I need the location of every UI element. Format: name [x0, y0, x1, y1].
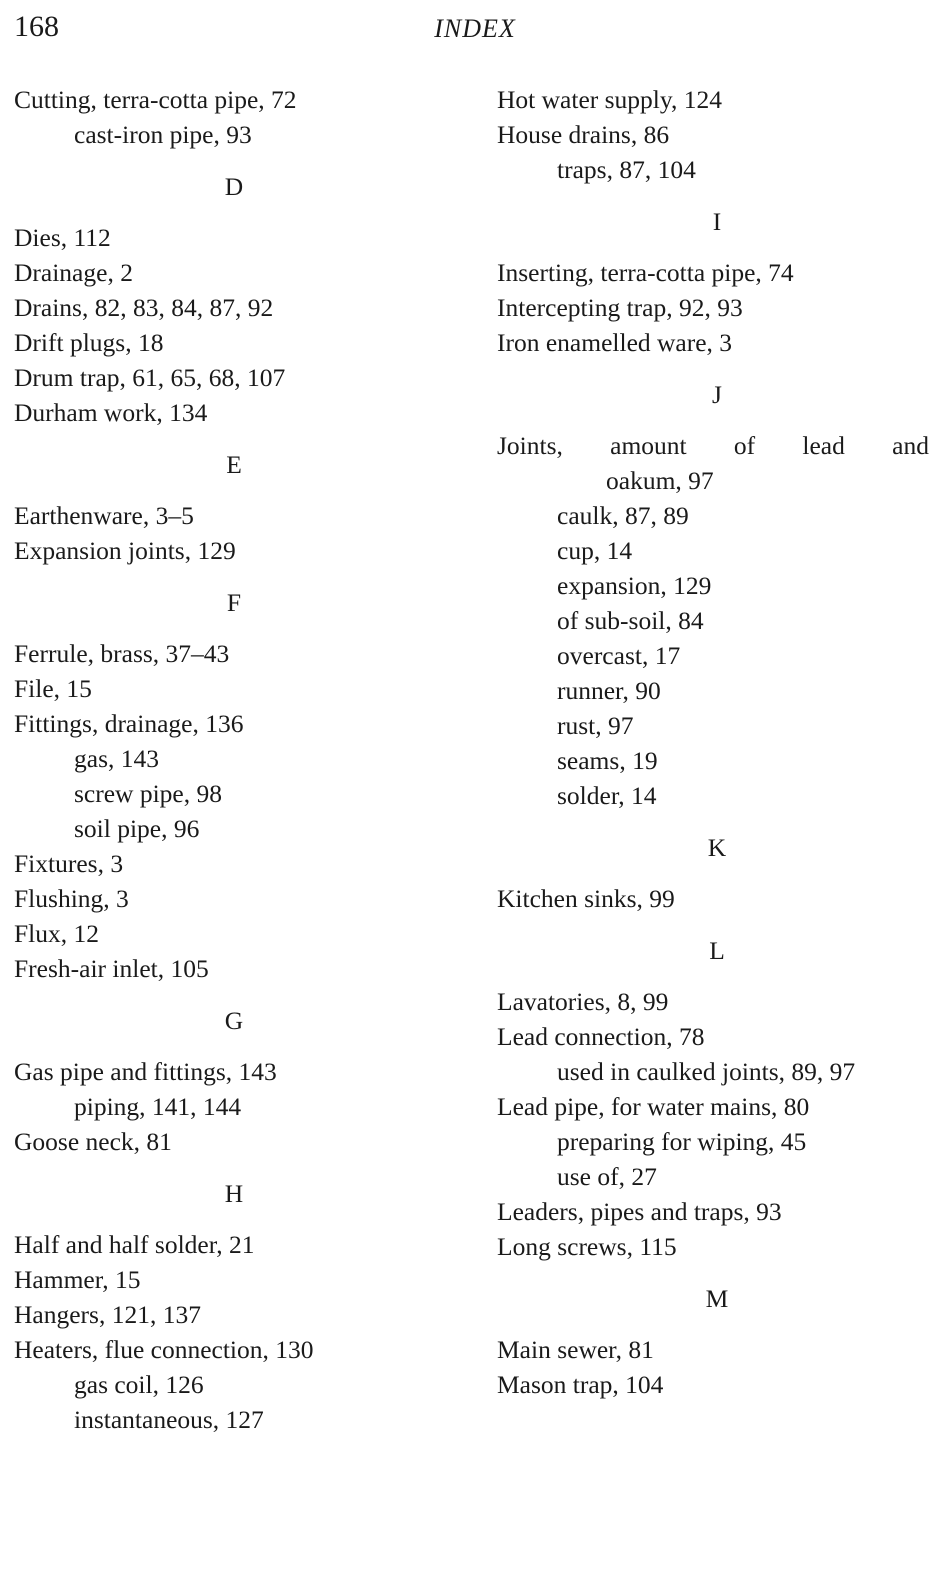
- index-entry: Half and half solder, 21: [14, 1230, 255, 1259]
- index-word: Joints,: [497, 431, 563, 460]
- index-entry: Fixtures, 3: [14, 849, 124, 878]
- index-entry: Fresh-air inlet, 105: [14, 954, 209, 983]
- index-word: amount: [610, 431, 687, 460]
- index-subentry: rust, 97: [557, 711, 634, 740]
- index-subentry: expansion, 129: [557, 571, 712, 600]
- index-entry: Hot water supply, 124: [497, 85, 722, 114]
- index-subentry: seams, 19: [557, 746, 658, 775]
- page-number: 168: [14, 10, 59, 43]
- section-letter-j: J: [712, 380, 722, 409]
- index-entry: Fittings, drainage, 136: [14, 709, 244, 738]
- index-entry: File, 15: [14, 674, 92, 703]
- index-subentry: overcast, 17: [557, 641, 681, 670]
- section-letter-i: I: [712, 207, 722, 236]
- section-letter-g: G: [224, 1006, 244, 1035]
- index-entry: Flushing, 3: [14, 884, 129, 913]
- section-letter-k: K: [707, 833, 727, 862]
- index-entry: Dies, 112: [14, 223, 111, 252]
- index-column-right: [497, 82, 937, 1402]
- index-entry: Expansion joints, 129: [14, 536, 236, 565]
- index-entry: Heaters, flue connection, 130: [14, 1335, 314, 1364]
- index-word: and: [892, 431, 929, 460]
- index-word: of: [733, 431, 756, 460]
- index-entry: Ferrule, brass, 37–43: [14, 639, 230, 668]
- index-entry: Intercepting trap, 92, 93: [497, 293, 743, 322]
- index-entry: Drift plugs, 18: [14, 328, 164, 357]
- index-subentry: piping, 141, 144: [74, 1092, 242, 1121]
- running-title: INDEX: [434, 14, 516, 43]
- index-entry: Gas pipe and fittings, 143: [14, 1057, 277, 1086]
- index-entry: Earthenware, 3–5: [14, 501, 194, 530]
- index-entry: Drains, 82, 83, 84, 87, 92: [14, 293, 274, 322]
- index-subentry: of sub-soil, 84: [557, 606, 704, 635]
- index-subentry: screw pipe, 98: [74, 779, 222, 808]
- index-entry: Lead connection, 78: [497, 1022, 705, 1051]
- section-letter-d: D: [224, 172, 244, 201]
- index-entry: Hammer, 15: [14, 1265, 141, 1294]
- index-subentry: use of, 27: [557, 1162, 657, 1191]
- section-letter-l: L: [709, 936, 725, 965]
- index-subentry: caulk, 87, 89: [557, 501, 689, 530]
- section-letter-h: H: [224, 1179, 244, 1208]
- index-entry: Long screws, 115: [497, 1232, 677, 1261]
- index-entry: Drum trap, 61, 65, 68, 107: [14, 363, 286, 392]
- section-letter-m: M: [705, 1284, 729, 1313]
- index-entry-continuation: oakum, 97: [606, 466, 714, 495]
- index-entry: Flux, 12: [14, 919, 100, 948]
- index-subentry: cast-iron pipe, 93: [74, 120, 252, 149]
- index-entry: House drains, 86: [497, 120, 670, 149]
- index-subentry: soil pipe, 96: [74, 814, 200, 843]
- index-subentry: traps, 87, 104: [557, 155, 696, 184]
- index-entry: Leaders, pipes and traps, 93: [497, 1197, 782, 1226]
- index-entry: Goose neck, 81: [14, 1127, 172, 1156]
- index-subentry: solder, 14: [557, 781, 657, 810]
- index-subentry: preparing for wiping, 45: [557, 1127, 807, 1156]
- index-entry: Durham work, 134: [14, 398, 208, 427]
- index-entry: Lead pipe, for water mains, 80: [497, 1092, 810, 1121]
- index-subentry: gas coil, 126: [74, 1370, 204, 1399]
- index-entry: Lavatories, 8, 99: [497, 987, 669, 1016]
- index-entry: Cutting, terra-cotta pipe, 72: [14, 85, 297, 114]
- index-subentry: instantaneous, 127: [74, 1405, 264, 1434]
- page-header: [0, 0, 950, 60]
- index-subentry: used in caulked joints, 89, 97: [557, 1057, 856, 1086]
- index-entry: Inserting, terra-cotta pipe, 74: [497, 258, 794, 287]
- section-letter-e: E: [226, 450, 242, 479]
- index-subentry: runner, 90: [557, 676, 661, 705]
- index-entry: Iron enamelled ware, 3: [497, 328, 733, 357]
- index-entry-justified: [497, 428, 929, 463]
- index-entry: Drainage, 2: [14, 258, 133, 287]
- section-letter-f: F: [226, 588, 242, 617]
- index-entry: Main sewer, 81: [497, 1335, 654, 1364]
- index-word: lead: [802, 431, 845, 460]
- index-subentry: cup, 14: [557, 536, 633, 565]
- index-column-left: [14, 82, 454, 1437]
- index-entry: Mason trap, 104: [497, 1370, 664, 1399]
- index-entry: Kitchen sinks, 99: [497, 884, 675, 913]
- index-entry: Hangers, 121, 137: [14, 1300, 201, 1329]
- index-subentry: gas, 143: [74, 744, 159, 773]
